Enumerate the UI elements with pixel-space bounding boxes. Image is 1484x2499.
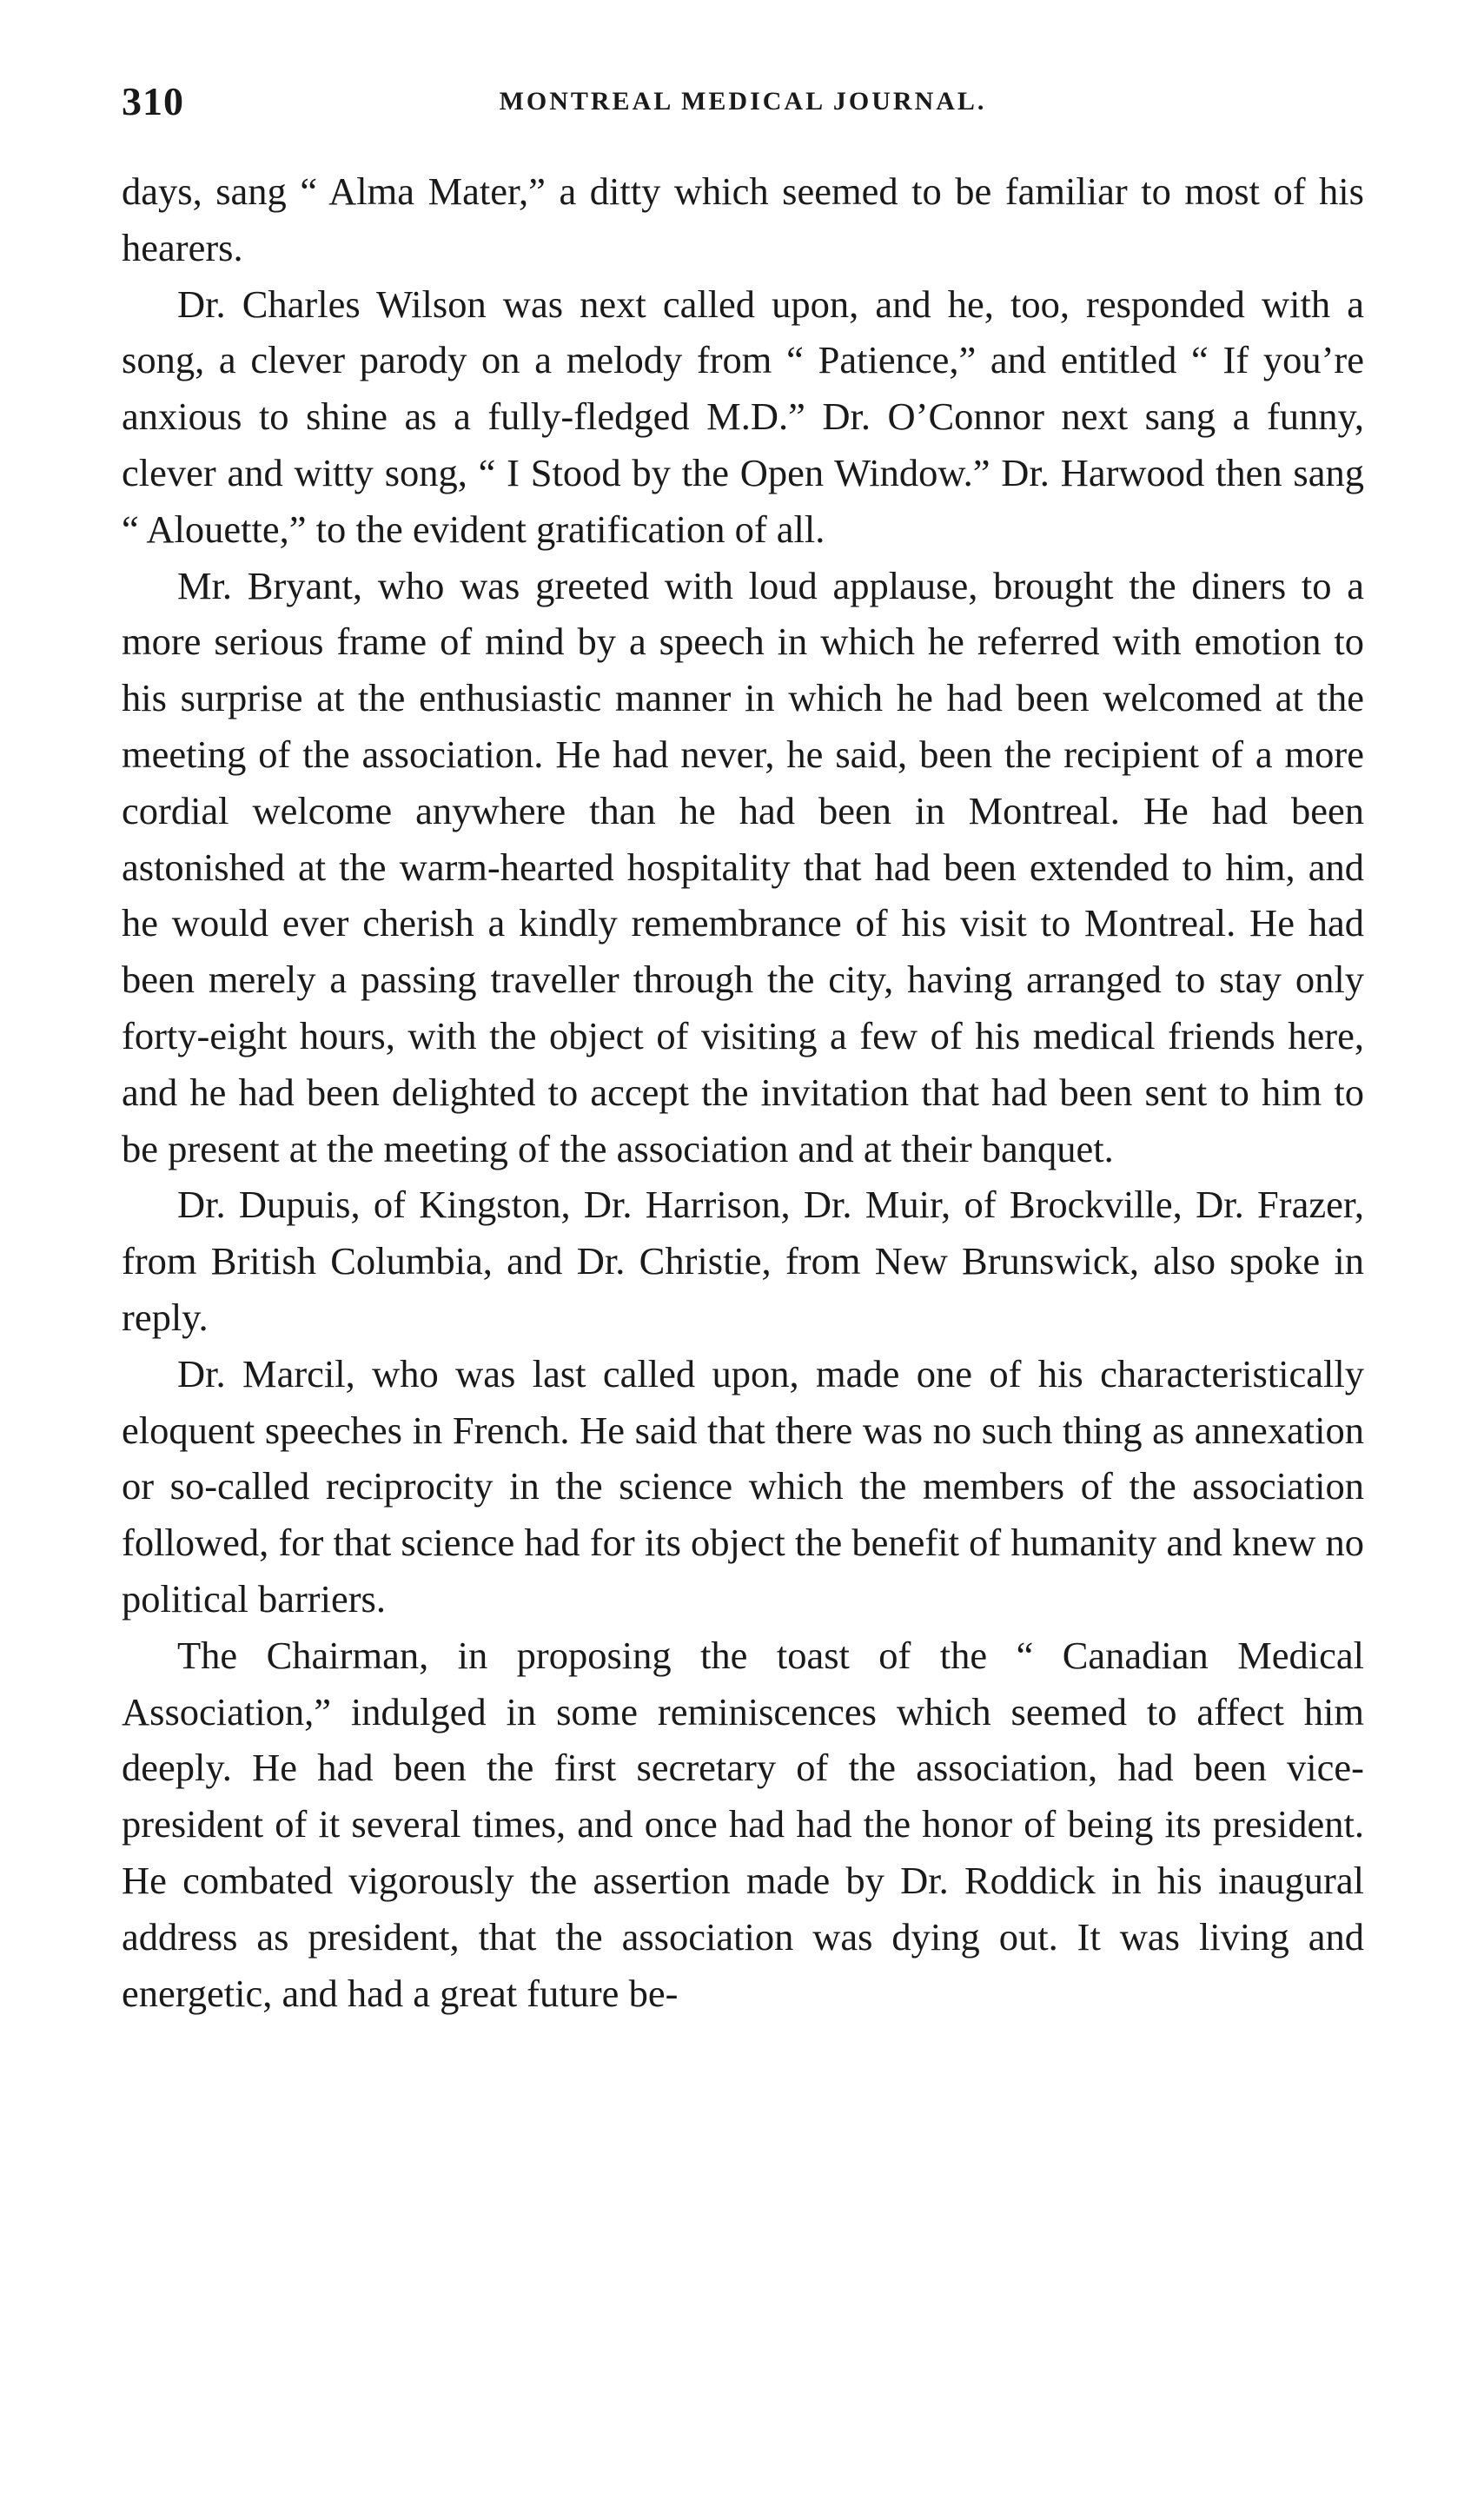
paragraph-chairman-toast: The Chairman, in proposing the toast of the “ Canadian Medical Association,” indulged in some reminiscences which seemed to affect him deeply. He had been the first secretary of the association, had been vice-president of it several times, and once had had the honor of being its president. He combated vigorously the assertion made by Dr. Roddick in his inaugural address as president, that the association was dying out. It was living and energetic, and had a great future be- bbox=[122, 1633, 1364, 2015]
journal-page bbox=[122, 78, 1364, 2021]
page-number: 310 bbox=[122, 79, 184, 123]
paragraph-replies: Dr. Dupuis, of Kingston, Dr. Harrison, Dr. Muir, of Brockville, Dr. Frazer, from British Columbia, and Dr. Christie, from New Brunswick, also spoke in reply. bbox=[122, 1183, 1364, 1339]
paragraph-continued: days, sang “ Alma Mater,” a ditty which seemed to be familiar to most of his hearers. bbox=[122, 169, 1364, 269]
article-body bbox=[122, 163, 1364, 2021]
journal-title: MONTREAL MEDICAL JOURNAL. bbox=[499, 87, 987, 116]
paragraph-wilson-song: Dr. Charles Wilson was next called upon, and he, too, responded with a song, a clever parody on a melody from “ Patience,” and entitled “ If you’re anxious to shine as a fully-fledged M.D.” Dr. O’Connor next sang a funny, clever and witty song, “ I Stood by the Open Window.” Dr. Harwood then sang “ Alouette,” to the evident gratification of all. bbox=[122, 282, 1364, 551]
running-head bbox=[122, 78, 1364, 130]
paragraph-marcil-speech: Dr. Marcil, who was last called upon, made one of his characteristically eloquent speeches in French. He said that there was no such thing as annexation or so-called reciprocity in the science which the members of the association followed, for that science had for its object the benefit of humanity and knew no political barriers. bbox=[122, 1351, 1364, 1621]
paragraph-bryant-speech: Mr. Bryant, who was greeted with loud applause, brought the diners to a more serious frame of mind by a speech in which he referred with emotion to his surprise at the enthusiastic manner in which he had been welcomed at the meeting of the association. He had never, he said, been the recipient of a more cordial welcome anywhere than he had been in Montreal. He had been astonished at the warm-hearted hospitality that had been extended to him, and he would ever cherish a kindly remembrance of his visit to Montreal. He had been merely a passing traveller through the city, having arranged to stay only forty-eight hours, with the object of visiting a few of his medical friends here, and he had been delighted to accept the invitation that had been sent to him to be present at the meeting of the association and at their banquet. bbox=[122, 563, 1364, 1170]
